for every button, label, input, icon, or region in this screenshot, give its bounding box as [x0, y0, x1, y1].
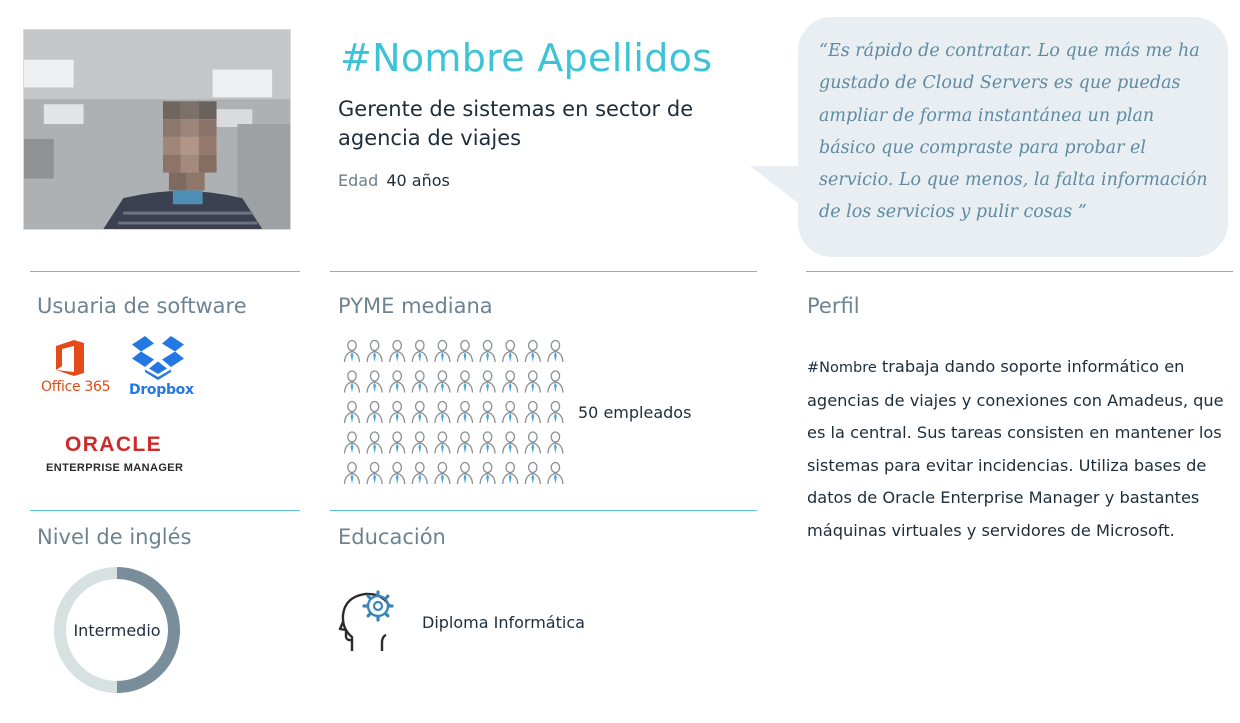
person-icon [525, 463, 540, 485]
oracle-logo-subtitle: ENTERPRISE MANAGER [46, 462, 184, 474]
person-icon [390, 341, 405, 363]
profile-text: trabaja dando soporte informático en agencias de viajes y conexiones con Amadeus, que es la central. Sus tareas consisten en mantener los sistemas para evitar incidencias. Utiliza bases de datos de Oracle Enterprise Manager y bastantes máquinas virtuales y servidores de Microsoft. [807, 357, 1224, 540]
person-icon [367, 463, 382, 485]
person-icon [435, 463, 450, 485]
persona-photo [23, 29, 291, 230]
person-icon [458, 402, 473, 424]
person-icon [435, 432, 450, 454]
person-icon [435, 371, 450, 393]
person-icon [480, 341, 495, 363]
person-icon [345, 463, 360, 485]
divider-profile [806, 271, 1233, 272]
employees-icon-grid [343, 339, 573, 489]
person-icon [480, 371, 495, 393]
person-icon [525, 371, 540, 393]
person-icon [412, 402, 427, 424]
person-icon [503, 432, 518, 454]
age-label: Edad [338, 171, 379, 190]
people-grid-icons [343, 339, 573, 489]
person-icon [548, 341, 563, 363]
person-icon [525, 402, 540, 424]
person-icon [367, 341, 382, 363]
person-icon [412, 371, 427, 393]
person-icon [390, 402, 405, 424]
office365-label: Office 365 [41, 379, 111, 395]
person-icon [503, 371, 518, 393]
divider-education [330, 510, 757, 511]
person-icon [458, 341, 473, 363]
person-icon [503, 341, 518, 363]
divider-english [30, 510, 300, 511]
person-icon [548, 463, 563, 485]
person-icon [458, 432, 473, 454]
person-icon [345, 371, 360, 393]
english-section-title: Nivel de inglés [37, 525, 192, 549]
person-icon [390, 463, 405, 485]
person-icon [367, 432, 382, 454]
software-section-title: Usuaria de software [37, 294, 247, 318]
persona-role: Gerente de sistemas en sector de agencia de viajes [338, 97, 694, 150]
head-gear-icon [338, 589, 398, 653]
person-icon [525, 341, 540, 363]
person-icon [548, 371, 563, 393]
person-icon [412, 463, 427, 485]
person-icon [458, 463, 473, 485]
profile-description [807, 351, 1227, 547]
divider-company [330, 271, 757, 272]
person-icon [480, 432, 495, 454]
person-icon [390, 371, 405, 393]
dropbox-logo [130, 334, 186, 382]
oracle-logo-text: ORACLE [65, 433, 163, 456]
person-icon [525, 432, 540, 454]
dropbox-icon [130, 334, 186, 382]
person-icon [435, 341, 450, 363]
person-icon [548, 432, 563, 454]
divider-software [30, 271, 300, 272]
person-icon [412, 432, 427, 454]
person-icon [367, 371, 382, 393]
person-icon [435, 402, 450, 424]
person-icon [480, 463, 495, 485]
person-icon [345, 341, 360, 363]
persona-age [338, 171, 450, 190]
office-icon [52, 338, 88, 378]
age-value: 40 años [386, 171, 450, 190]
dropbox-label: Dropbox [129, 382, 194, 398]
education-section-title: Educación [338, 525, 446, 549]
person-icon [503, 402, 518, 424]
person-icon [390, 432, 405, 454]
person-icon [548, 402, 563, 424]
person-icon [345, 402, 360, 424]
company-section-title: PYME mediana [338, 294, 493, 318]
quote-bubble-tail [750, 166, 802, 206]
person-icon [458, 371, 473, 393]
education-degree: Diploma Informática [422, 613, 585, 632]
persona-photo-image [24, 30, 290, 229]
employees-count-label: 50 empleados [578, 403, 692, 422]
person-icon [345, 432, 360, 454]
profile-name-tag: #Nombre [807, 360, 877, 376]
person-icon [367, 402, 382, 424]
person-icon [412, 341, 427, 363]
person-icon [503, 463, 518, 485]
person-icon [480, 402, 495, 424]
office365-logo [52, 338, 88, 378]
english-level-label: Intermedio [73, 621, 161, 640]
persona-name: #Nombre Apellidos [340, 36, 713, 80]
quote-text: “Es rápido de contratar. Lo que más me ha gustado de Cloud Servers es que puedas ampliar de forma instantánea un plan básico que compraste para probar el servicio. Lo que menos, la falta información de los servicios y pulir cosas ” [819, 41, 1208, 223]
profile-section-title: Perfil [807, 294, 860, 318]
